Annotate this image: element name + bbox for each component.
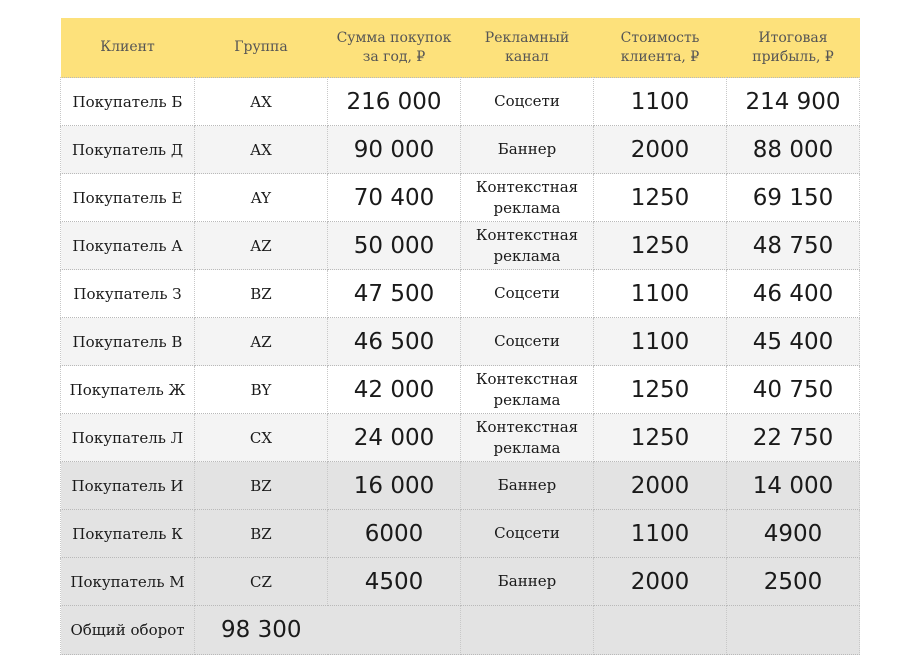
total-empty-cell: [461, 606, 594, 655]
cell-group: BZ: [195, 462, 328, 510]
cell-ad-channel: Соцсети: [461, 318, 594, 366]
cell-total-profit: 69 150: [727, 174, 860, 222]
cell-client: Покупатель И: [61, 462, 195, 510]
cell-purchase-sum: 16 000: [328, 462, 461, 510]
header-total-profit: Итоговая прибыль, ₽: [727, 18, 860, 78]
table-row: [61, 366, 860, 414]
total-turnover-label: Общий оборот: [61, 606, 195, 655]
cell-client-cost: 2000: [594, 462, 727, 510]
cell-client-cost: 1100: [594, 78, 727, 126]
cell-client-cost: 1250: [594, 366, 727, 414]
table-row: [61, 558, 860, 606]
cell-purchase-sum: 42 000: [328, 366, 461, 414]
cell-group: BZ: [195, 510, 328, 558]
cell-purchase-sum: 216 000: [328, 78, 461, 126]
cell-client-cost: 1100: [594, 510, 727, 558]
cell-client: Покупатель Б: [61, 78, 195, 126]
cell-client: Покупатель Д: [61, 126, 195, 174]
cell-total-profit: 2500: [727, 558, 860, 606]
cell-total-profit: 46 400: [727, 270, 860, 318]
table-row: [61, 126, 860, 174]
cell-client-cost: 2000: [594, 558, 727, 606]
cell-group: AY: [195, 174, 328, 222]
cell-purchase-sum: 50 000: [328, 222, 461, 270]
cell-client-cost: 1250: [594, 414, 727, 462]
cell-group: AX: [195, 126, 328, 174]
cell-ad-channel: Контекстная реклама: [461, 414, 594, 462]
cell-purchase-sum: 6000: [328, 510, 461, 558]
cell-ad-channel: Соцсети: [461, 270, 594, 318]
cell-ad-channel: Контекстная реклама: [461, 174, 594, 222]
cell-client-cost: 1100: [594, 270, 727, 318]
header-ad-channel: Рекламный канал: [461, 18, 594, 78]
cell-client: Покупатель Л: [61, 414, 195, 462]
cell-client-cost: 2000: [594, 126, 727, 174]
cell-client: Покупатель З: [61, 270, 195, 318]
cell-total-profit: 45 400: [727, 318, 860, 366]
header-client-cost: Стоимость клиента, ₽: [594, 18, 727, 78]
cell-total-profit: 22 750: [727, 414, 860, 462]
table-row: [61, 414, 860, 462]
cell-client: Покупатель М: [61, 558, 195, 606]
cell-client: Покупатель К: [61, 510, 195, 558]
cell-group: BZ: [195, 270, 328, 318]
total-empty-cell: [727, 606, 860, 655]
cell-ad-channel: Контекстная реклама: [461, 222, 594, 270]
cell-total-profit: 40 750: [727, 366, 860, 414]
table-header-row: [61, 18, 860, 78]
cell-purchase-sum: 24 000: [328, 414, 461, 462]
cell-client: Покупатель Ж: [61, 366, 195, 414]
total-turnover-value: 98 300: [195, 606, 461, 655]
cell-client-cost: 1250: [594, 174, 727, 222]
header-purchase-sum: Сумма покупок за год, ₽: [328, 18, 461, 78]
table-row: [61, 270, 860, 318]
cell-ad-channel: Баннер: [461, 462, 594, 510]
cell-ad-channel: Соцсети: [461, 510, 594, 558]
cell-total-profit: 4900: [727, 510, 860, 558]
total-row: [61, 606, 860, 655]
header-group: Группа: [195, 18, 328, 78]
cell-group: AZ: [195, 318, 328, 366]
cell-purchase-sum: 4500: [328, 558, 461, 606]
cell-client: Покупатель Е: [61, 174, 195, 222]
cell-group: AX: [195, 78, 328, 126]
cell-purchase-sum: 90 000: [328, 126, 461, 174]
cell-group: BY: [195, 366, 328, 414]
cell-purchase-sum: 70 400: [328, 174, 461, 222]
table-row: [61, 318, 860, 366]
cell-total-profit: 48 750: [727, 222, 860, 270]
cell-total-profit: 88 000: [727, 126, 860, 174]
cell-total-profit: 214 900: [727, 78, 860, 126]
table-row: [61, 174, 860, 222]
cell-client: Покупатель В: [61, 318, 195, 366]
table-row: [61, 78, 860, 126]
cell-ad-channel: Баннер: [461, 558, 594, 606]
cell-group: AZ: [195, 222, 328, 270]
cell-purchase-sum: 46 500: [328, 318, 461, 366]
cell-ad-channel: Баннер: [461, 126, 594, 174]
cell-purchase-sum: 47 500: [328, 270, 461, 318]
header-client: Клиент: [61, 18, 195, 78]
table-row: [61, 462, 860, 510]
cell-client: Покупатель А: [61, 222, 195, 270]
cell-client-cost: 1100: [594, 318, 727, 366]
table-row: [61, 222, 860, 270]
customer-profit-table: [60, 18, 860, 655]
cell-ad-channel: Соцсети: [461, 78, 594, 126]
table-row: [61, 510, 860, 558]
cell-group: CX: [195, 414, 328, 462]
cell-ad-channel: Контекстная реклама: [461, 366, 594, 414]
cell-total-profit: 14 000: [727, 462, 860, 510]
total-empty-cell: [594, 606, 727, 655]
cell-client-cost: 1250: [594, 222, 727, 270]
cell-group: CZ: [195, 558, 328, 606]
